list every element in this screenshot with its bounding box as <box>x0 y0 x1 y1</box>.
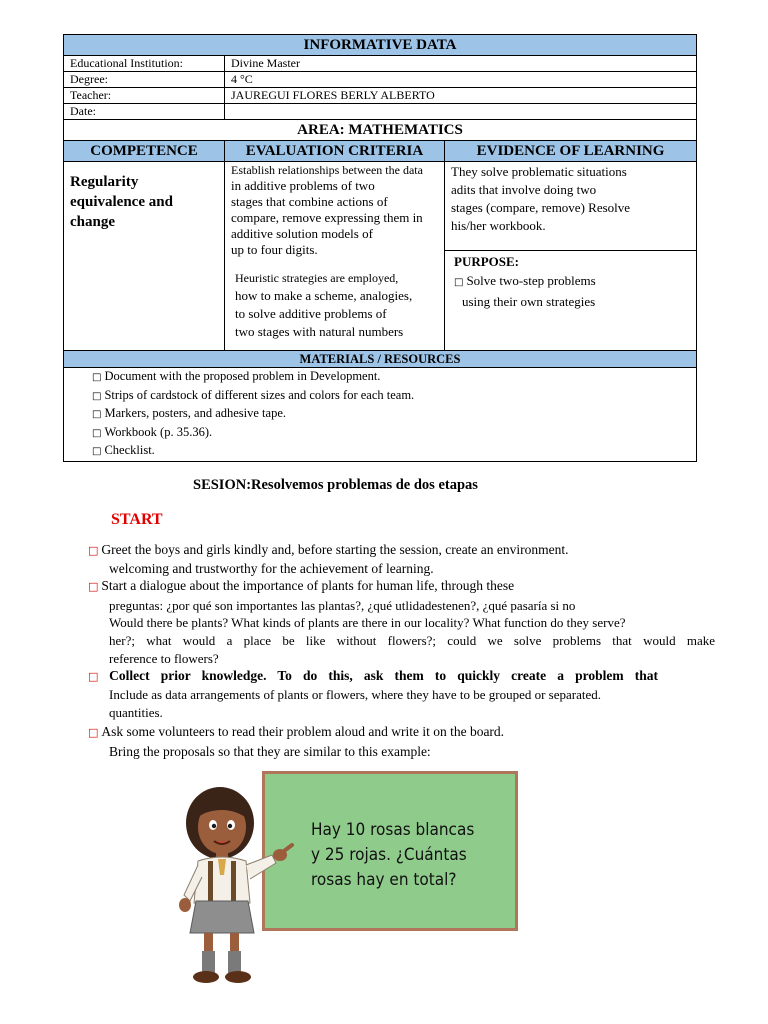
info-value: JAUREGUI FLORES BERLY ALBERTO <box>225 88 697 104</box>
bullet-square-icon: □ <box>92 427 102 439</box>
board-text <box>311 818 474 893</box>
informative-data-title: INFORMATIVE DATA <box>64 35 697 56</box>
area-title: AREA: MATHEMATICS <box>64 120 697 141</box>
info-label: Date: <box>64 104 225 120</box>
paragraph-line: welcoming and trustworthy for the achievement of learning. <box>109 561 434 576</box>
competence-cell <box>64 162 225 351</box>
board-line: y 25 rojas. ¿Cuántas <box>311 845 467 865</box>
criteria-line: additive solution models of <box>231 226 373 241</box>
paragraph-line: □ Greet the boys and girls kindly and, before starting the session, create an environment. <box>88 542 569 557</box>
bullet-square-icon: □ <box>88 670 107 683</box>
info-value: Divine Master <box>225 56 697 72</box>
paragraph-line: Would there be plants? What kinds of plants are there in our locality? What function do they serve? <box>109 615 626 630</box>
purpose-cell <box>445 251 697 351</box>
purpose-line: using their own strategies <box>462 294 596 309</box>
paragraph-line: □ Start a dialogue about the importance of plants for human life, through these <box>88 578 515 593</box>
material-item: □ Workbook (p. 35.36). <box>92 424 213 439</box>
paragraph-line: □ Collect prior knowledge. To do this, ask them to quickly create a problem that <box>88 668 658 683</box>
criteria-line: Establish relationships between the data <box>231 163 423 177</box>
criteria-line: stages that combine actions of <box>231 194 388 209</box>
info-label: Teacher: <box>64 88 225 104</box>
paragraph-line: reference to flowers? <box>109 651 219 666</box>
competence-line: change <box>70 214 115 230</box>
materials-title: MATERIALS / RESOURCES <box>64 351 697 368</box>
paragraph-line: her?; what would a place be like without flowers?; could we solve problems that would make <box>109 633 715 648</box>
bullet-square-icon: □ <box>88 580 99 593</box>
criteria-line: in additive problems of two <box>231 178 375 193</box>
competence-line: equivalence and <box>70 194 173 210</box>
info-value <box>225 104 697 120</box>
material-item: □ Document with the proposed problem in Development. <box>92 369 381 383</box>
session-title: SESION:Resolvemos problemas de dos etapas <box>193 477 478 493</box>
info-value: 4 °C <box>225 72 697 88</box>
criteria-header: EVALUATION CRITERIA <box>225 141 445 162</box>
paragraph-line: preguntas: ¿por qué son importantes las plantas?, ¿qué utlidadestenen?, ¿qué pasaría si no <box>109 598 576 613</box>
info-label: Degree: <box>64 72 225 88</box>
bullet-square-icon: □ <box>92 409 102 420</box>
bullet-square-icon: □ <box>454 277 464 288</box>
purpose-line: Solve two-step problems <box>466 273 596 288</box>
chalkboard <box>262 771 518 931</box>
evidence-cell <box>445 162 697 251</box>
start-heading: START <box>111 511 163 528</box>
purpose-title: PURPOSE: <box>454 254 519 269</box>
material-item: □ Strips of cardstock of different sizes and colors for each team. <box>92 387 415 402</box>
bullet-square-icon: □ <box>88 726 99 739</box>
board-line: rosas hay en total? <box>311 870 457 890</box>
informative-data-table <box>63 34 697 462</box>
criteria-line: Heuristic strategies are employed, <box>235 271 399 285</box>
criteria-line: two stages with natural numbers <box>235 324 404 339</box>
paragraph-line: □ Ask some volunteers to read their problem aloud and write it on the board. <box>88 724 505 739</box>
material-item: □ Checklist. <box>92 443 155 457</box>
board-line: Hay 10 rosas blancas <box>311 820 475 840</box>
paragraph-line: Bring the proposals so that they are similar to this example: <box>109 744 431 759</box>
info-row <box>64 72 697 88</box>
competence-line: Regularity <box>70 174 139 190</box>
evidence-line: stages (compare, remove) Resolve <box>451 200 631 215</box>
evidence-line: adits that involve doing two <box>451 182 597 197</box>
bullet-square-icon: □ <box>92 390 102 402</box>
info-row <box>64 88 697 104</box>
criteria-line: up to four digits. <box>231 242 318 257</box>
info-label: Educational Institution: <box>64 56 225 72</box>
evidence-header: EVIDENCE OF LEARNING <box>445 141 697 162</box>
info-row <box>64 104 697 120</box>
criteria-cell <box>225 162 445 351</box>
competence-header: COMPETENCE <box>64 141 225 162</box>
info-row <box>64 56 697 72</box>
bullet-square-icon: □ <box>92 446 102 457</box>
materials-cell <box>64 368 697 462</box>
criteria-line: compare, remove expressing them in <box>231 210 423 225</box>
bullet-square-icon: □ <box>88 544 99 557</box>
paragraph-line: Include as data arrangements of plants or flowers, where they have to be grouped or separated. <box>109 687 602 702</box>
girl-illustration <box>168 783 294 993</box>
material-item: □ Markers, posters, and adhesive tape. <box>92 406 286 420</box>
evidence-line: They solve problematic situations <box>451 164 627 179</box>
evidence-line: his/her workbook. <box>451 218 546 233</box>
criteria-line: how to make a scheme, analogies, <box>235 288 413 303</box>
paragraph-line: quantities. <box>109 705 163 720</box>
criteria-line: to solve additive problems of <box>235 306 387 321</box>
bullet-square-icon: □ <box>92 372 102 383</box>
